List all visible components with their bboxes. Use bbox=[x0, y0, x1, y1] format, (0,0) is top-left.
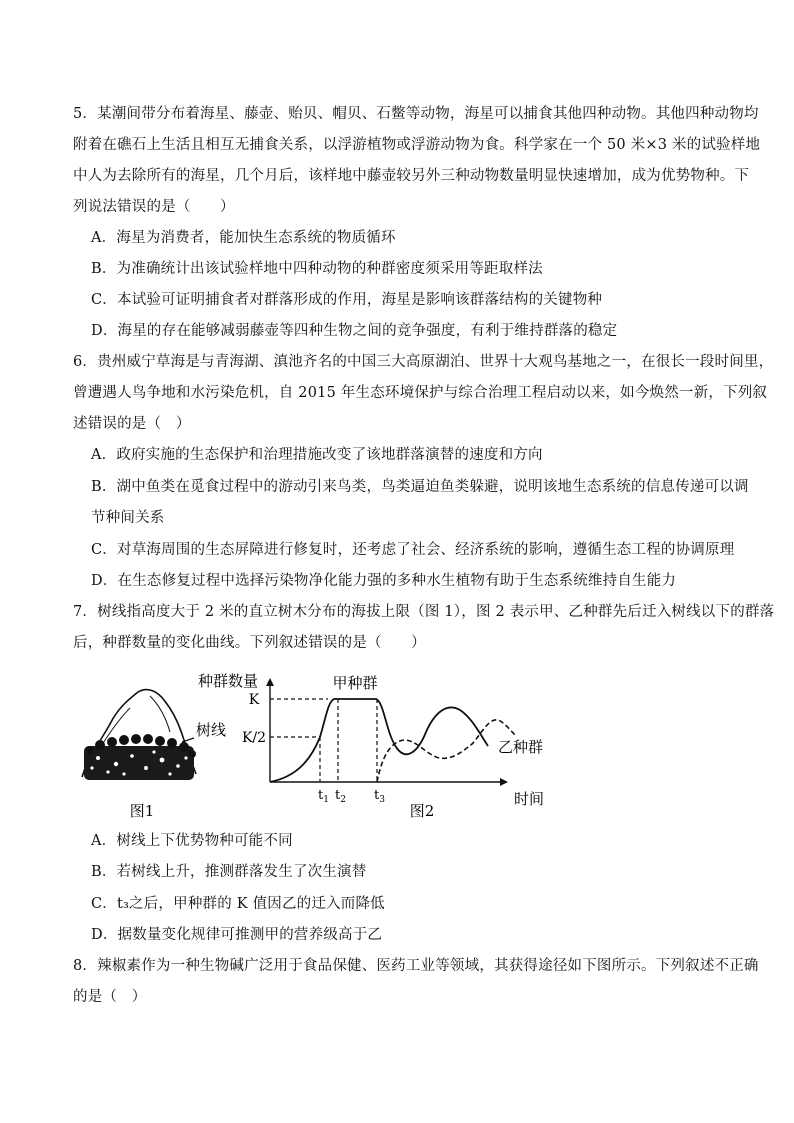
q6-option-c: C．对草海周围的生态屏障进行修复时，还考虑了社会、经济系统的影响，遵循生态工程的协调原理 bbox=[91, 542, 735, 558]
q6-option-b-continued: 节种间关系 bbox=[91, 510, 165, 526]
t2-label: $t_2$ bbox=[335, 788, 346, 805]
q7-option-b: B．若树线上升，推测群落发生了次生演替 bbox=[91, 864, 367, 880]
q6-stem-line-3: 述错误的是（ ） bbox=[73, 416, 191, 432]
q5-stem-line-1: 5．某潮间带分布着海星、藤壶、贻贝、帽贝、石鳖等动物，海星可以捕食其他四种动物。其他四种动物均 bbox=[73, 106, 759, 122]
q6-stem-line-1: 6．贵州威宁草海是与青海湖、滇池齐名的中国三大高原湖泊、世界十大观鸟基地之一，在很长一段时间里， bbox=[73, 354, 774, 370]
q5-option-c: C．本试验可证明捕食者对群落形成的作用，海星是影响该群落结构的关键物种 bbox=[91, 292, 603, 308]
y-axis-label: 种群数量 bbox=[198, 672, 259, 690]
tick-k: K bbox=[248, 692, 260, 708]
q5-option-d: D．海星的存在能够减弱藤壶等四种生物之间的竞争强度，有利于维持群落的稳定 bbox=[91, 323, 618, 339]
fig1-mountain-illustration bbox=[82, 690, 226, 820]
species-b-label: 乙种群 bbox=[498, 738, 544, 756]
q6-option-a: A．政府实施的生态保护和治理措施改变了该地群落演替的速度和方向 bbox=[91, 447, 543, 463]
q7-figure bbox=[70, 662, 570, 822]
species-a-curve bbox=[270, 699, 488, 782]
q8-stem-line-1: 8．辣椒素作为一种生物碱广泛用于食品保健、医药工业等领域，其获得途径如下图所示。下列叙述不正确 bbox=[73, 958, 759, 974]
q5-stem-line-4: 列说法错误的是（ ） bbox=[73, 199, 235, 215]
y-axis-arrow bbox=[266, 678, 274, 686]
fig2-chart bbox=[198, 672, 544, 820]
fig2-caption: 图2 bbox=[409, 802, 435, 820]
fig1-caption: 图1 bbox=[129, 802, 155, 820]
species-b-curve bbox=[377, 720, 516, 782]
x-axis-arrow bbox=[500, 778, 508, 786]
tick-k-half: K/2 bbox=[241, 730, 267, 746]
t1-label: $t_1$ bbox=[318, 788, 329, 805]
q8-stem-line-2: 的是（ ） bbox=[73, 989, 147, 1005]
x-axis-label: 时间 bbox=[514, 790, 545, 808]
q6-stem-line-2: 曾遭遇人鸟争地和水污染危机，自 2015 年生态环境保护与综合治理工程启动以来，如今焕然一新，下列叙 bbox=[73, 385, 768, 401]
q5-option-b: B．为准确统计出该试验样地中四种动物的种群密度须采用等距取样法 bbox=[91, 261, 543, 277]
fig1-tree-cluster bbox=[84, 734, 196, 780]
species-a-label: 甲种群 bbox=[332, 674, 378, 692]
fig1-treeline-label: 树线 bbox=[196, 721, 227, 739]
q7-option-d: D．据数量变化规律可推测甲的营养级高于乙 bbox=[91, 927, 383, 943]
q6-option-b: B．湖中鱼类在觅食过程中的游动引来鸟类，鸟类逼迫鱼类躲避，说明该地生态系统的信息传递可以调 bbox=[91, 479, 749, 495]
q7-option-a: A．树线上下优势物种可能不同 bbox=[91, 833, 293, 849]
q5-stem-line-3: 中人为去除所有的海星，几个月后，该样地中藤壶较另外三种动物数量明显快速增加，成为优势物种。下 bbox=[73, 168, 750, 184]
q7-stem-line-1: 7．树线指高度大于 2 米的直立树木分布的海拔上限（图 1），图 2 表示甲、乙种群先后迁入树线以下的群落 bbox=[73, 604, 775, 620]
q5-option-a: A．海星为消费者，能加快生态系统的物质循环 bbox=[91, 230, 396, 246]
q5-stem-line-2: 附着在礁石上生活且相互无捕食关系，以浮游植物或浮游动物为食。科学家在一个 50 米×3 米的试验样地 bbox=[73, 137, 761, 153]
q7-stem-line-2: 后，种群数量的变化曲线。下列叙述错误的是（ ） bbox=[73, 635, 426, 651]
q7-option-c: C．t₃之后，甲种群的 K 值因乙的迁入而降低 bbox=[91, 896, 385, 912]
t3-label: $t_3$ bbox=[374, 788, 385, 805]
q6-option-d: D．在生态修复过程中选择污染物净化能力强的多种水生植物有助于生态系统维持自生能力 bbox=[91, 573, 677, 589]
